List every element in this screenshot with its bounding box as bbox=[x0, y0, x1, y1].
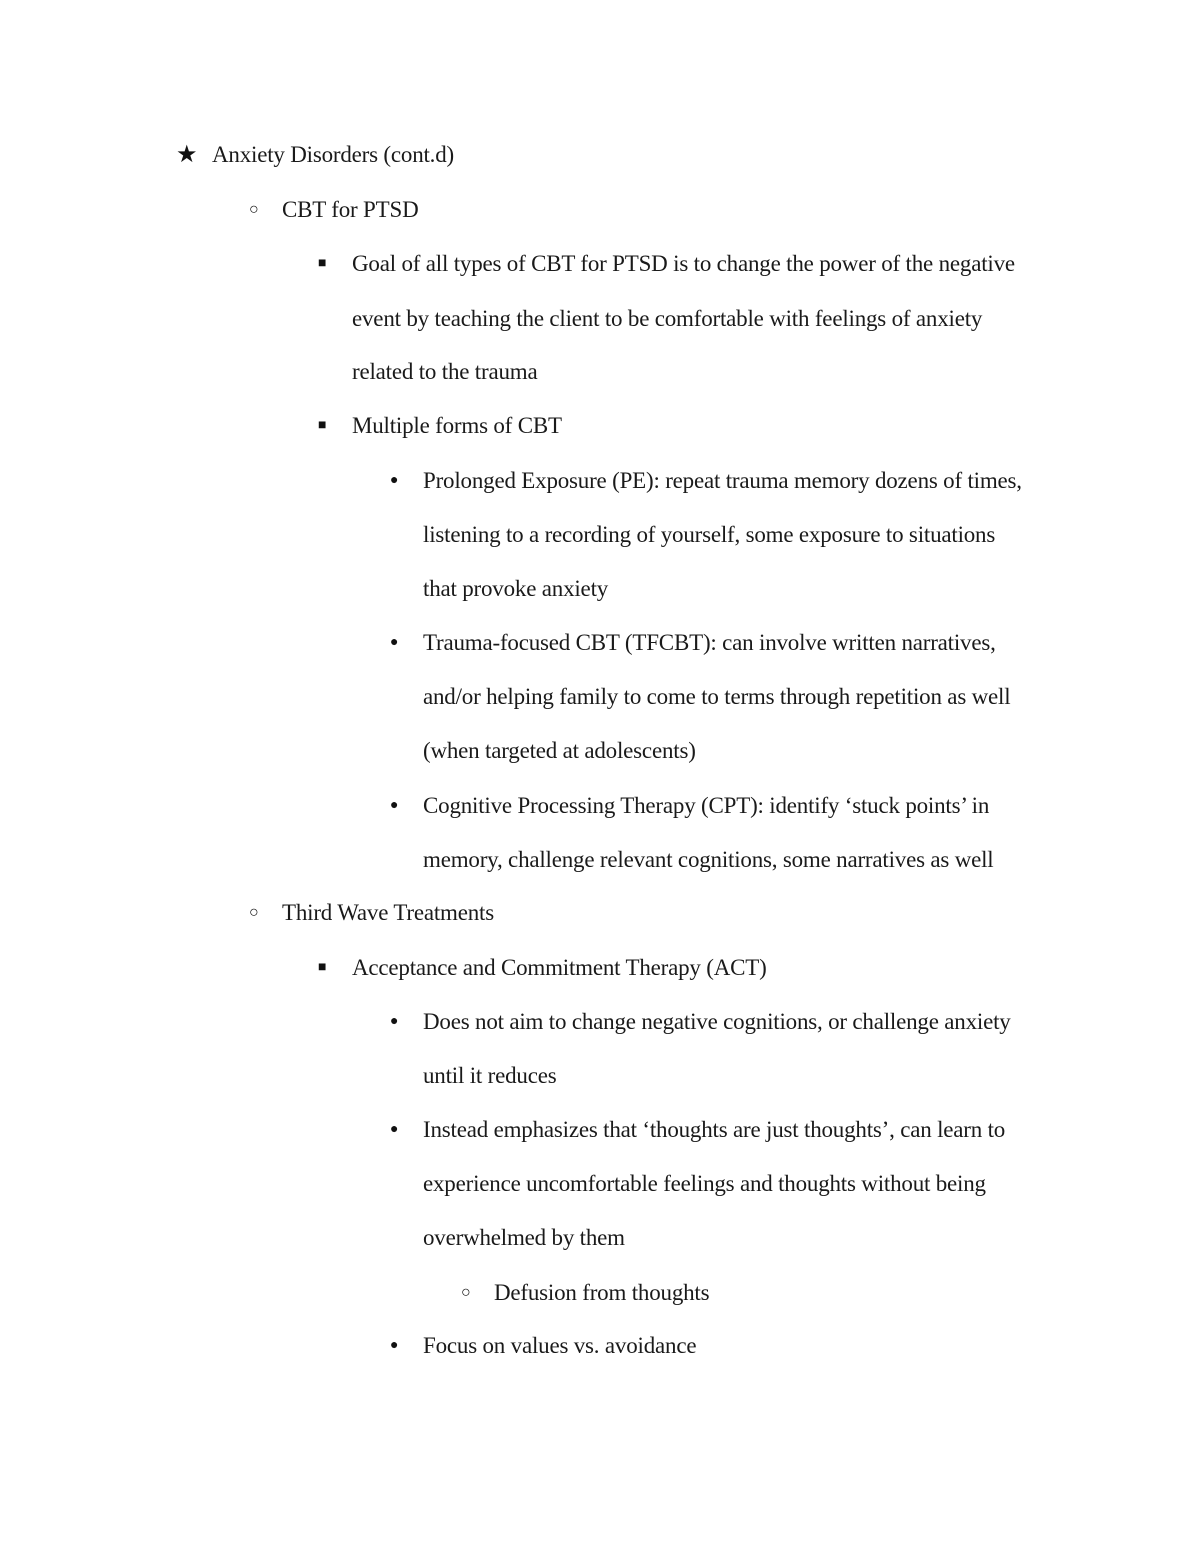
list-item-text: Acceptance and Commitment Therapy (ACT) bbox=[352, 955, 767, 980]
square-bullet-icon: ■ bbox=[318, 960, 327, 975]
list-item-text: Focus on values vs. avoidance bbox=[423, 1333, 697, 1358]
list-item-text: (when targeted at adolescents) bbox=[423, 738, 696, 763]
square-bullet-icon: ■ bbox=[318, 418, 327, 433]
list-item-text: Trauma-focused CBT (TFCBT): can involve written narratives, bbox=[423, 630, 996, 655]
list-item-text: Prolonged Exposure (PE): repeat trauma memory dozens of times, bbox=[423, 468, 1022, 493]
subheading-third-wave-treatments: Third Wave Treatments bbox=[282, 900, 494, 925]
subheading-cbt-for-ptsd: CBT for PTSD bbox=[282, 197, 419, 222]
heading-anxiety-disorders: Anxiety Disorders (cont.d) bbox=[212, 142, 454, 167]
list-item-text: Does not aim to change negative cognitions, or challenge anxiety bbox=[423, 1009, 1011, 1034]
list-item-text: and/or helping family to come to terms through repetition as well bbox=[423, 684, 1011, 709]
dot-bullet-icon: ● bbox=[390, 1014, 399, 1029]
circle-bullet-icon: ○ bbox=[249, 201, 259, 218]
list-item-text: related to the trauma bbox=[352, 359, 538, 384]
list-item-text: Defusion from thoughts bbox=[494, 1280, 710, 1305]
circle-bullet-icon: ○ bbox=[461, 1284, 471, 1301]
dot-bullet-icon: ● bbox=[390, 1122, 399, 1137]
dot-bullet-icon: ● bbox=[390, 1338, 399, 1353]
list-item-text: Multiple forms of CBT bbox=[352, 413, 562, 438]
list-item-text: Instead emphasizes that ‘thoughts are just thoughts’, can learn to bbox=[423, 1117, 1006, 1142]
list-item-text: experience uncomfortable feelings and thoughts without being bbox=[423, 1171, 986, 1196]
list-item-text: memory, challenge relevant cognitions, some narratives as well bbox=[423, 847, 994, 872]
dot-bullet-icon: ● bbox=[390, 798, 399, 813]
list-item-text: overwhelmed by them bbox=[423, 1225, 625, 1250]
dot-bullet-icon: ● bbox=[390, 473, 399, 488]
dot-bullet-icon: ● bbox=[390, 635, 399, 650]
square-bullet-icon: ■ bbox=[318, 256, 327, 271]
list-item-text: that provoke anxiety bbox=[423, 576, 609, 601]
list-item-text: event by teaching the client to be comfortable with feelings of anxiety bbox=[352, 306, 983, 331]
list-item-text: Cognitive Processing Therapy (CPT): identify ‘stuck points’ in bbox=[423, 793, 990, 818]
list-item-text: Goal of all types of CBT for PTSD is to change the power of the negative bbox=[352, 251, 1015, 276]
list-item-text: listening to a recording of yourself, some exposure to situations bbox=[423, 522, 996, 547]
list-item-text: until it reduces bbox=[423, 1063, 557, 1088]
circle-bullet-icon: ○ bbox=[249, 904, 259, 921]
star-bullet-icon: ★ bbox=[176, 142, 198, 168]
